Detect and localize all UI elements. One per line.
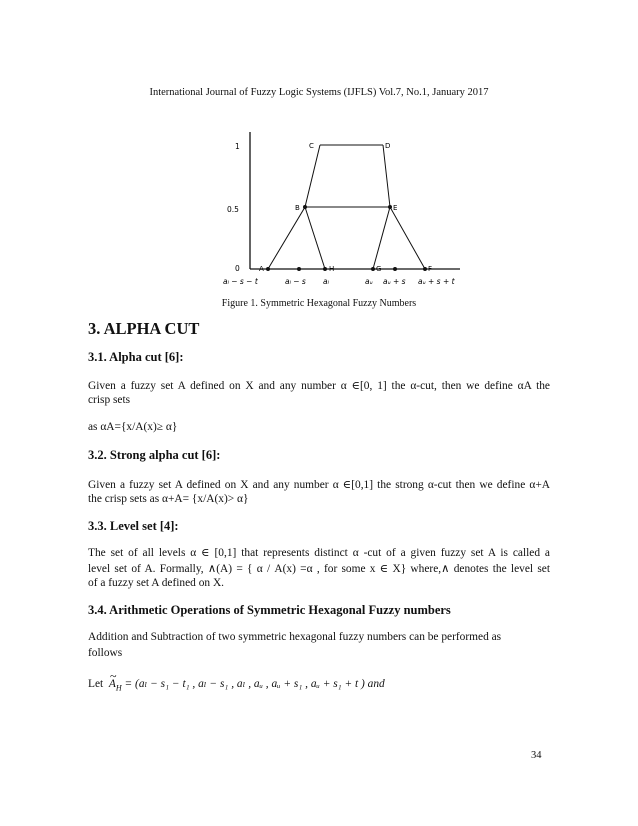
label-H: H (329, 265, 335, 273)
page-number: 34 (531, 750, 542, 761)
point-B (303, 205, 307, 209)
x-label-3: aₗ (323, 277, 329, 286)
hexagonal-number-formula (88, 676, 385, 692)
label-F: F (428, 265, 433, 273)
point-E (388, 205, 392, 209)
figure-caption: Figure 1. Symmetric Hexagonal Fuzzy Numbers (221, 298, 417, 309)
label-D: D (385, 142, 391, 150)
subsection-3-4-line1: Addition and Subtraction of two symmetric hexagonal fuzzy numbers can be performed as (88, 631, 502, 643)
subsection-3-3-title: 3.3. Level set [4]: (88, 519, 179, 533)
subsection-3-1-line1: Given a fuzzy set A defined on X and any number α ∈[0, 1] the α-cut, then we define αA the (88, 380, 550, 392)
subsection-3-3-line1: The set of all levels α ∈ [0,1] that represents distinct α -cut of a given fuzzy set A is called a (88, 547, 550, 559)
point-G (371, 267, 375, 271)
x-label-5: aᵤ + s (383, 277, 406, 286)
subsection-3-4-line2: follows (88, 647, 123, 659)
subsection-3-4-title: 3.4. Arithmetic Operations of Symmetric Hexagonal Fuzzy numbers (88, 603, 451, 617)
point-A (266, 267, 270, 271)
journal-header: International Journal of Fuzzy Logic Systems (IJFLS) Vol.7, No.1, January 2017 (149, 87, 489, 98)
x-label-1: aₗ − s − t (223, 277, 258, 286)
subsection-3-3-line3: of a fuzzy set A defined on X. (88, 577, 225, 589)
section-heading: . ALPHA CUT (96, 319, 200, 338)
subsection-3-2-line1: Given a fuzzy set A defined on X and any number α ∈[0,1] the strong α-cut then we define α+A (88, 479, 550, 491)
right-inner-edge (373, 207, 390, 269)
point-mid-left (297, 267, 301, 271)
section-number: 3 (88, 319, 97, 338)
section-title (88, 319, 199, 339)
label-G: G (376, 265, 382, 273)
label-B: B (295, 204, 300, 212)
point-F (423, 267, 427, 271)
left-inner-edge (305, 207, 325, 269)
label-A: A (259, 265, 264, 273)
x-label-2: aₗ − s (285, 277, 306, 286)
subsection-3-2-title: 3.2. Strong alpha cut [6]: (88, 448, 221, 462)
x-label-6: aᵤ + s + t (418, 277, 455, 286)
a-tilde-h-symbol: ~ $A_H$ (109, 678, 122, 692)
subsection-3-2-line2: the crisp sets as α+A= {x/A(x)> α} (88, 493, 249, 505)
y-tick-0.5: 0.5 (227, 205, 239, 214)
label-E: E (393, 204, 398, 212)
point-mid-right (393, 267, 397, 271)
let-word: Let (88, 678, 104, 690)
hexagonal-fuzzy-figure (215, 132, 465, 292)
subsection-3-1-title: 3.1. Alpha cut [6]: (88, 350, 184, 364)
label-C: C (309, 142, 314, 150)
point-H (323, 267, 327, 271)
y-tick-1: 1 (235, 142, 240, 151)
formula-body: = (aₗ − s₁ − t₁ , aₗ − s₁ , aₗ , aᵤ , aᵤ + s₁ , aᵤ + s₁ + t ) and (124, 678, 385, 690)
alpha-cut-formula: as αA={x/A(x)≥ α} (88, 421, 178, 433)
subsection-3-1-line2: crisp sets (88, 394, 131, 406)
y-tick-0: 0 (235, 264, 240, 273)
subsection-3-3-line2: level set of A. Formally, ∧(A) = { α / A(x) =α , for some x ∈ X} where,∧ denotes the level set (88, 563, 550, 575)
x-label-4: aᵤ (365, 277, 373, 286)
